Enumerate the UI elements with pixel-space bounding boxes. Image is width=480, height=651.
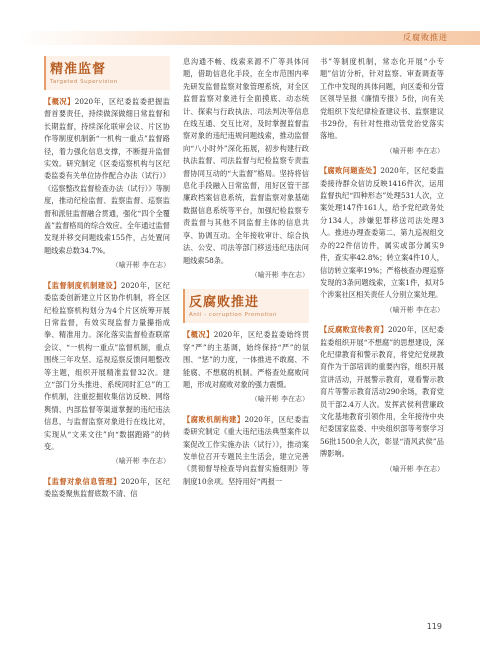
entry-keyword: 【概况】 [183, 330, 214, 340]
section-header-supervision [44, 56, 170, 90]
paragraph-overview [183, 329, 309, 391]
page-number: 119 [426, 622, 442, 631]
paragraph-info-management [44, 476, 170, 501]
author-signature: （喻开彬 李在志） [385, 305, 444, 314]
section-subtitle: Targeted Supervision [50, 79, 118, 85]
entry-text: 书”等制度机制，常态化开展“小专题”信访分析，针对监察、审查调查等工作中发现的具体问题，向区委和分管区领导呈报《廉情专报》5份，向有关党组织下发纪律检查建议书、监察建议书29份，有针对性推动管党治党落实落地。 [320, 57, 444, 141]
paragraph-mechanism [183, 414, 309, 488]
entry-keyword: 【概况】 [44, 97, 75, 106]
paragraph-continued [183, 56, 309, 267]
entry-keyword: 【监督对象信息管理】 [44, 476, 121, 486]
entry-keyword: 【腐败机制构建】 [183, 414, 245, 424]
entry-keyword: 【反腐败宣传教育】 [320, 325, 388, 335]
entry-text: 2020年，区纪委监委组织开展“不想腐”的思想建设，深化纪律教育和警示教育，将党纪党规教育作为干部培训的重要内容，组织开展宣讲活动，开展警示教育，观看警示教育片等警示教育活动290余场，教育党员干部2.4万人次。发挥武侯利营廉政文化基地教育引领作用，全年接待中央纪委国家监委、中央组织部等考察学习56批1500余人次，彰显“清风武侯”品牌影响。 [320, 325, 444, 459]
entry-text: 2020年，区纪委监委始终贯穿“严”的主基调，始终保持“严”的氛围、“惩”的力度，一体推进不敢腐、不能腐、不想腐的机制。严格查处腐败问题，形成对腐败对象的强力震慑。 [183, 330, 309, 389]
entry-keyword: 【腐败问题查处】 [320, 166, 381, 176]
section-subtitle: Anti - corruption Promotion [189, 312, 277, 319]
entry-text: 2020年，区纪委监委创新建立片区协作机制，将全区纪检监察机构划分为4个片区统筹开展日常监督，有效实现监督力量攥指成拳、精准用力。深化落实监督检查联席会议、“一机构一重点”监督机制，重点围绕三年攻坚、巡视巡察反馈问题整改等主题，组织开展精准监督32次。建立“部门分头推进、系统同时汇总”的工作机制，注重挖掘收集信访反映、网络舆情、内部监督等渠道掌握的违纪违法信息，与监督监察对象进行在线比对，实现从“文来文往”向“数据跑路”的转变。 [44, 280, 170, 451]
author-signature: （喻开彬 李在志） [385, 464, 444, 473]
paragraph-education [320, 324, 444, 460]
entry-keyword: 【监督制度机制建设】 [44, 280, 121, 290]
column-3 [320, 56, 444, 483]
entry-text: 2020年，区纪委监委接待群众信访反映1416件次，运用监督执纪“四种形态”处理531人次，立案处理147件161人，给予党纪政务处分134人，涉嫌犯罪移送司法处理3人。推进办理查委第二、第九巡视组交办的22件信访件，属实或部分属实9件，查实率42.8%；转立案4件10人，信访转立案率19%；严格核查办理巡察发现的3条问题线索，立案1件，拟对5个涉案社区相关责任人分别立案处理。 [320, 166, 444, 300]
section-header-anticorruption [183, 289, 309, 323]
author-signature: （喻开彬 李在志） [250, 395, 309, 404]
entry-text: 2020年，区纪委监委把握监督首要责任，持续做深做细日常监督和长期监督，持续深化联审会议、片区协作等制度机制新“一机构一重点”监督路径，着力强化信息支撑，不断提升监督实效。研究制定《区委巡察机构与区纪委监委有关单位协作配合办法（试行）》《巡察整改监督检查办法（试行）》等制度，推动纪检监督、监察监督、巡察监督和派驻监督融合贯通，强化“四个全覆盖”监督格局的综合效应。全年通过监督发现并移交问题线索155件，占处置问题线索总数34.7%。 [44, 97, 170, 255]
paragraph-overview [44, 96, 170, 257]
author-signature: （喻开彬 李在志） [385, 146, 444, 155]
author-signature: （喻开彬 李在志） [111, 261, 170, 270]
author-signature: （喻开彬 李在志） [111, 457, 170, 466]
running-header: 反腐败推进 [403, 33, 448, 42]
column-2 [183, 56, 309, 488]
paragraph-continued [320, 56, 444, 143]
paragraph-mechanism [44, 280, 170, 454]
entry-text: 2020年，区纪委监委研究制定《重大违纪违法典型案件以案促改工作实施办法（试行）》，推动案发单位召开专题民主生活会，建立完善《贯彻督导检查导向监督实施细则》等制度10余项。坚持用好“两报一 [183, 414, 309, 486]
paragraph-investigation [320, 165, 444, 301]
entry-text: 息沟通不畅、线索来源不广等具体问题，借助信息化手段，在全市范围内率先研发监督监察对象管理系统，对全区监督监察对象进行全面摸底、动态统计、探索与行政执法、司法判决等信息在线互通、交互比对，及时掌握监督监察对象的违纪违规问题线索，推动监督向“八小时外”深化拓展，初步构建行政执法监督、司法监督与纪检监察专责监督协同互动的“大监督”格局。坚持将信息化手段融入日常监督，用好区管干部廉政档案信息系统，监督监察对象基础数据信息系统等平台，加强纪检监察专责监督与其他不同监督主体的信息共享、协调互动。全年接收审计、综合执法、公安、司法等部门移送违纪违法问题线索58条。 [183, 57, 309, 265]
section-title: 反腐败推进 [189, 295, 260, 311]
author-signature: （喻开彬 李在志） [250, 270, 309, 279]
entry-text: 2020年，区纪委监委聚焦监督底数不清、信 [44, 476, 170, 499]
section-title: 精准监督 [50, 62, 107, 77]
column-1 [44, 56, 170, 501]
header-band [18, 31, 480, 45]
